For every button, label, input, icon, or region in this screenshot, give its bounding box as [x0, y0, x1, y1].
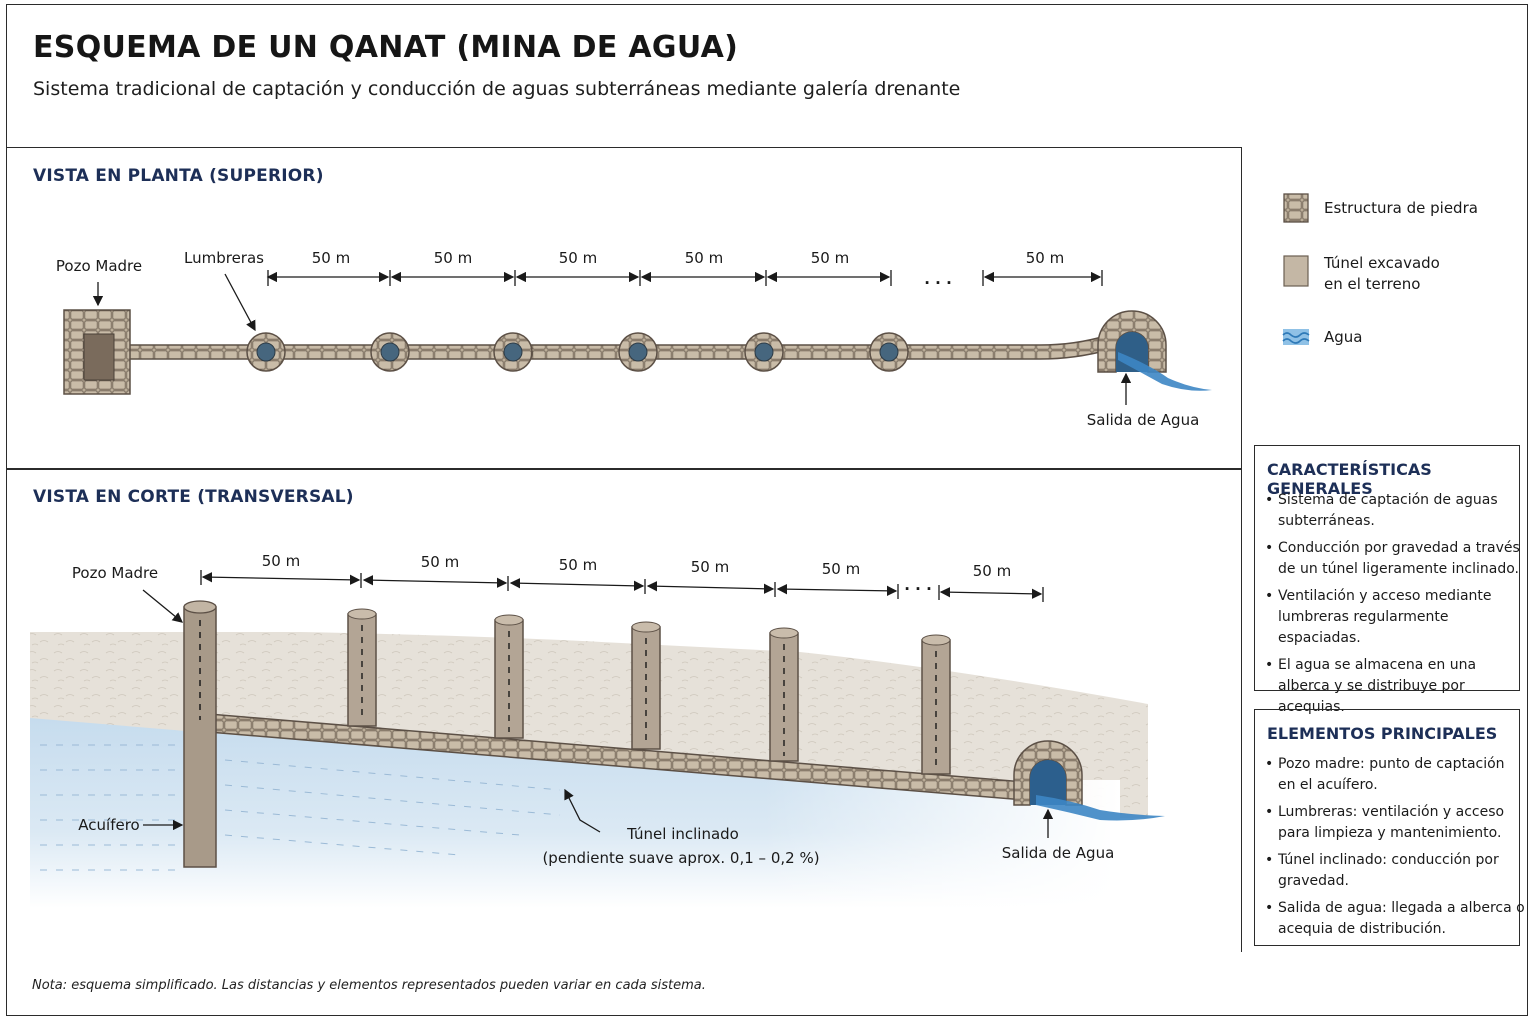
list-item: • Pozo madre: punto de captación en el acuífero.: [1265, 754, 1525, 796]
characteristics-box: [1254, 445, 1520, 715]
characteristics-list: [1265, 490, 1525, 724]
legend-water-label: Agua: [1324, 328, 1363, 346]
elements-title: ELEMENTOS PRINCIPALES: [1267, 724, 1498, 743]
plan-distance-label: 50 m: [311, 249, 351, 267]
plan-distance-label: 50 m: [558, 249, 598, 267]
plan-outlet: [1098, 311, 1212, 391]
section-shaft: [495, 615, 523, 738]
characteristics-title: CARACTERÍSTICAS GENERALES: [1267, 460, 1432, 498]
plan-mother-well: [64, 310, 130, 394]
plan-shaft: [247, 333, 285, 371]
section-view-title: VISTA EN CORTE (TRANSVERSAL): [33, 487, 354, 507]
plan-dimensions: [268, 270, 1102, 286]
excavated-tunnel-icon: [1284, 256, 1308, 286]
plan-view-drawing: [64, 270, 1212, 405]
slope-label: (pendiente suave aprox. 0,1 – 0,2 %): [542, 849, 820, 867]
plan-shafts-label: Lumbreras: [184, 249, 264, 267]
section-distance-label: 50 m: [261, 552, 301, 570]
section-distance-label: 50 m: [420, 553, 460, 571]
section-distance-label: 50 m: [972, 562, 1012, 580]
section-outlet-label: Salida de Agua: [1001, 844, 1115, 862]
section-shaft: [348, 609, 376, 726]
section-ellipsis: · · ·: [904, 580, 932, 598]
page-title: ESQUEMA DE UN QANAT (MINA DE AGUA): [33, 30, 739, 65]
list-item: • Lumbreras: ventilación y acceso para limpieza y mantenimiento.: [1265, 802, 1525, 844]
stone-structure-icon: [1284, 194, 1308, 222]
plan-shaft: [371, 333, 409, 371]
plan-mother-well-label: Pozo Madre: [55, 257, 143, 275]
list-item: • Ventilación y acceso mediante lumbreras regularmente espaciadas.: [1265, 586, 1525, 649]
legend-tunnel-label: Túnel excavado: [1324, 254, 1440, 272]
legend-tunnel-label-2: en el terreno: [1324, 275, 1421, 293]
tunnel-label: Túnel inclinado: [627, 825, 739, 843]
section-shaft: [922, 635, 950, 774]
plan-shaft: [494, 333, 532, 371]
plan-distance-label: 50 m: [1025, 249, 1065, 267]
section-distance-label: 50 m: [690, 558, 730, 576]
aquifer-label: Acuífero: [78, 816, 140, 834]
list-item: • Salida de agua: llegada a alberca o acequia de distribución.: [1265, 898, 1525, 940]
plan-distance-label: 50 m: [810, 249, 850, 267]
elements-list: [1265, 754, 1525, 946]
water-icon: [1283, 329, 1309, 345]
section-shaft: [770, 628, 798, 761]
elements-box: [1254, 709, 1525, 946]
section-distance-label: 50 m: [821, 560, 861, 578]
section-shaft: [632, 622, 660, 749]
plan-outlet-label: Salida de Agua: [1086, 411, 1200, 429]
list-item: • El agua se almacena en una alberca y se distribuye por acequias.: [1265, 655, 1525, 718]
plan-shaft: [619, 333, 657, 371]
plan-distance-label: 50 m: [684, 249, 724, 267]
plan-shaft: [870, 333, 908, 371]
section-mother-well-label: Pozo Madre: [71, 564, 159, 582]
footnote: Nota: esquema simplificado. Las distancias y elementos representados pueden variar en cada sistema.: [32, 978, 706, 993]
list-item: • Túnel inclinado: conducción por gravedad.: [1265, 850, 1525, 892]
plan-view-title: VISTA EN PLANTA (SUPERIOR): [33, 166, 324, 186]
section-mother-well: [184, 601, 216, 867]
list-item: • Sistema de captación de aguas subterráneas.: [1265, 490, 1525, 532]
list-item: • Conducción por gravedad a través de un túnel ligeramente inclinado.: [1265, 538, 1525, 580]
plan-shaft: [745, 333, 783, 371]
legend-icons: [1283, 194, 1309, 345]
plan-distance-label: 50 m: [433, 249, 473, 267]
plan-ellipsis: · · ·: [924, 274, 952, 292]
legend-stone-label: Estructura de piedra: [1324, 199, 1478, 217]
page-subtitle: Sistema tradicional de captación y conducción de aguas subterráneas mediante galería drenante: [33, 78, 961, 100]
section-distance-label: 50 m: [558, 556, 598, 574]
